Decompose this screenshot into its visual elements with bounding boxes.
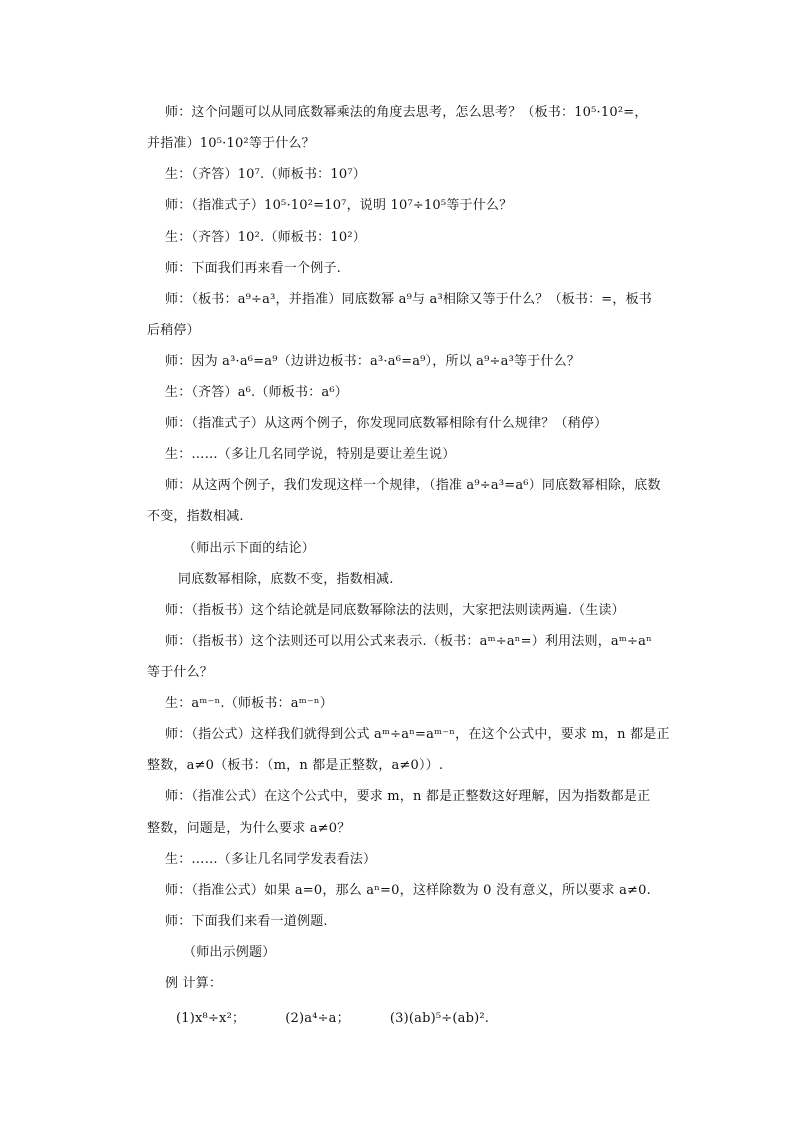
paragraph-line: 生：（齐答）10².（师板书：10²）	[165, 230, 366, 245]
paragraph-line: 师：（指板书）这个结论就是同底数幂除法的法则，大家把法则读两遍.（生读）	[165, 603, 625, 618]
exercise-item-3: (3)(ab)⁵÷(ab)².	[389, 1011, 490, 1026]
paragraph-line: 后稍停）	[147, 323, 200, 338]
paragraph-line: 等于什么？	[147, 665, 214, 680]
paragraph-line: 生：aᵐ⁻ⁿ.（师板书：aᵐ⁻ⁿ）	[165, 696, 333, 711]
exercise-list	[176, 1010, 489, 1028]
paragraph-line: 师：从这两个例子，我们发现这样一个规律，（指准 a⁹÷a³=a⁶）同底数幂相除，底数	[165, 478, 661, 493]
paragraph-line: 师：（指准式子）10⁵·10²=10⁷，说明 10⁷÷10⁵等于什么？	[165, 198, 513, 213]
paragraph-line: （师出示下面的结论）	[183, 541, 316, 556]
paragraph-line: （师出示例题）	[183, 945, 276, 960]
paragraph-line: 师：（指准式子）从这两个例子，你发现同底数幂相除有什么规律？（稍停）	[165, 416, 608, 431]
paragraph-line: 不变，指数相减.	[147, 509, 244, 524]
paragraph-line: 生：（齐答）a⁶.（师板书：a⁶）	[165, 385, 348, 400]
paragraph-line: 师：（指准公式）如果 a=0，那么 aⁿ=0，这样除数为 0 没有意义，所以要求 a≠0.	[165, 883, 651, 898]
paragraph-line: 生：……（多让几名同学说，特别是要让差生说）	[165, 447, 456, 462]
paragraph-line: 师：（指公式）这样我们就得到公式 aᵐ÷aⁿ=aᵐ⁻ⁿ，在这个公式中，要求 m，n 都是正	[165, 727, 670, 742]
paragraph-line: 整数，a≠0（板书：（m，n 都是正整数，a≠0））.	[147, 758, 444, 773]
exercise-item-1: (1)x⁸÷x²；	[176, 1011, 246, 1026]
paragraph-line: 生：（齐答）10⁷.（师板书：10⁷）	[165, 167, 366, 182]
paragraph-line: 师：下面我们再来看一个例子.	[165, 261, 341, 276]
example-heading: 例 计算：	[165, 976, 223, 991]
paragraph-line: 生：……（多让几名同学发表看法）	[165, 852, 377, 867]
paragraph-line: 师：（板书：a⁹÷a³，并指准）同底数幂 a⁹与 a³相除又等于什么？（板书：=，板书	[165, 292, 652, 307]
paragraph-line: 师：（指板书）这个法则还可以用公式来表示.（板书：aᵐ÷aⁿ=）利用法则，aᵐ÷aⁿ	[165, 634, 652, 649]
exercise-item-2: (2)a⁴÷a；	[285, 1011, 350, 1026]
paragraph-line: 师：因为 a³·a⁶=a⁹（边讲边板书：a³·a⁶=a⁹），所以 a⁹÷a³等于什么？	[165, 354, 581, 369]
paragraph-line: 师：这个问题可以从同底数幂乘法的角度去思考，怎么思考？（板书：10⁵·10²=，	[165, 105, 648, 120]
paragraph-line: 并指准）10⁵·10²等于什么？	[147, 136, 315, 151]
paragraph-line: 整数，问题是，为什么要求 a≠0？	[147, 821, 351, 836]
paragraph-line: 师：下面我们来看一道例题.	[165, 914, 328, 929]
paragraph-line: 师：（指准公式）在这个公式中，要求 m，n 都是正整数这好理解，因为指数都是正	[165, 789, 651, 804]
rule-statement: 同底数幂相除，底数不变，指数相减.	[178, 572, 394, 587]
